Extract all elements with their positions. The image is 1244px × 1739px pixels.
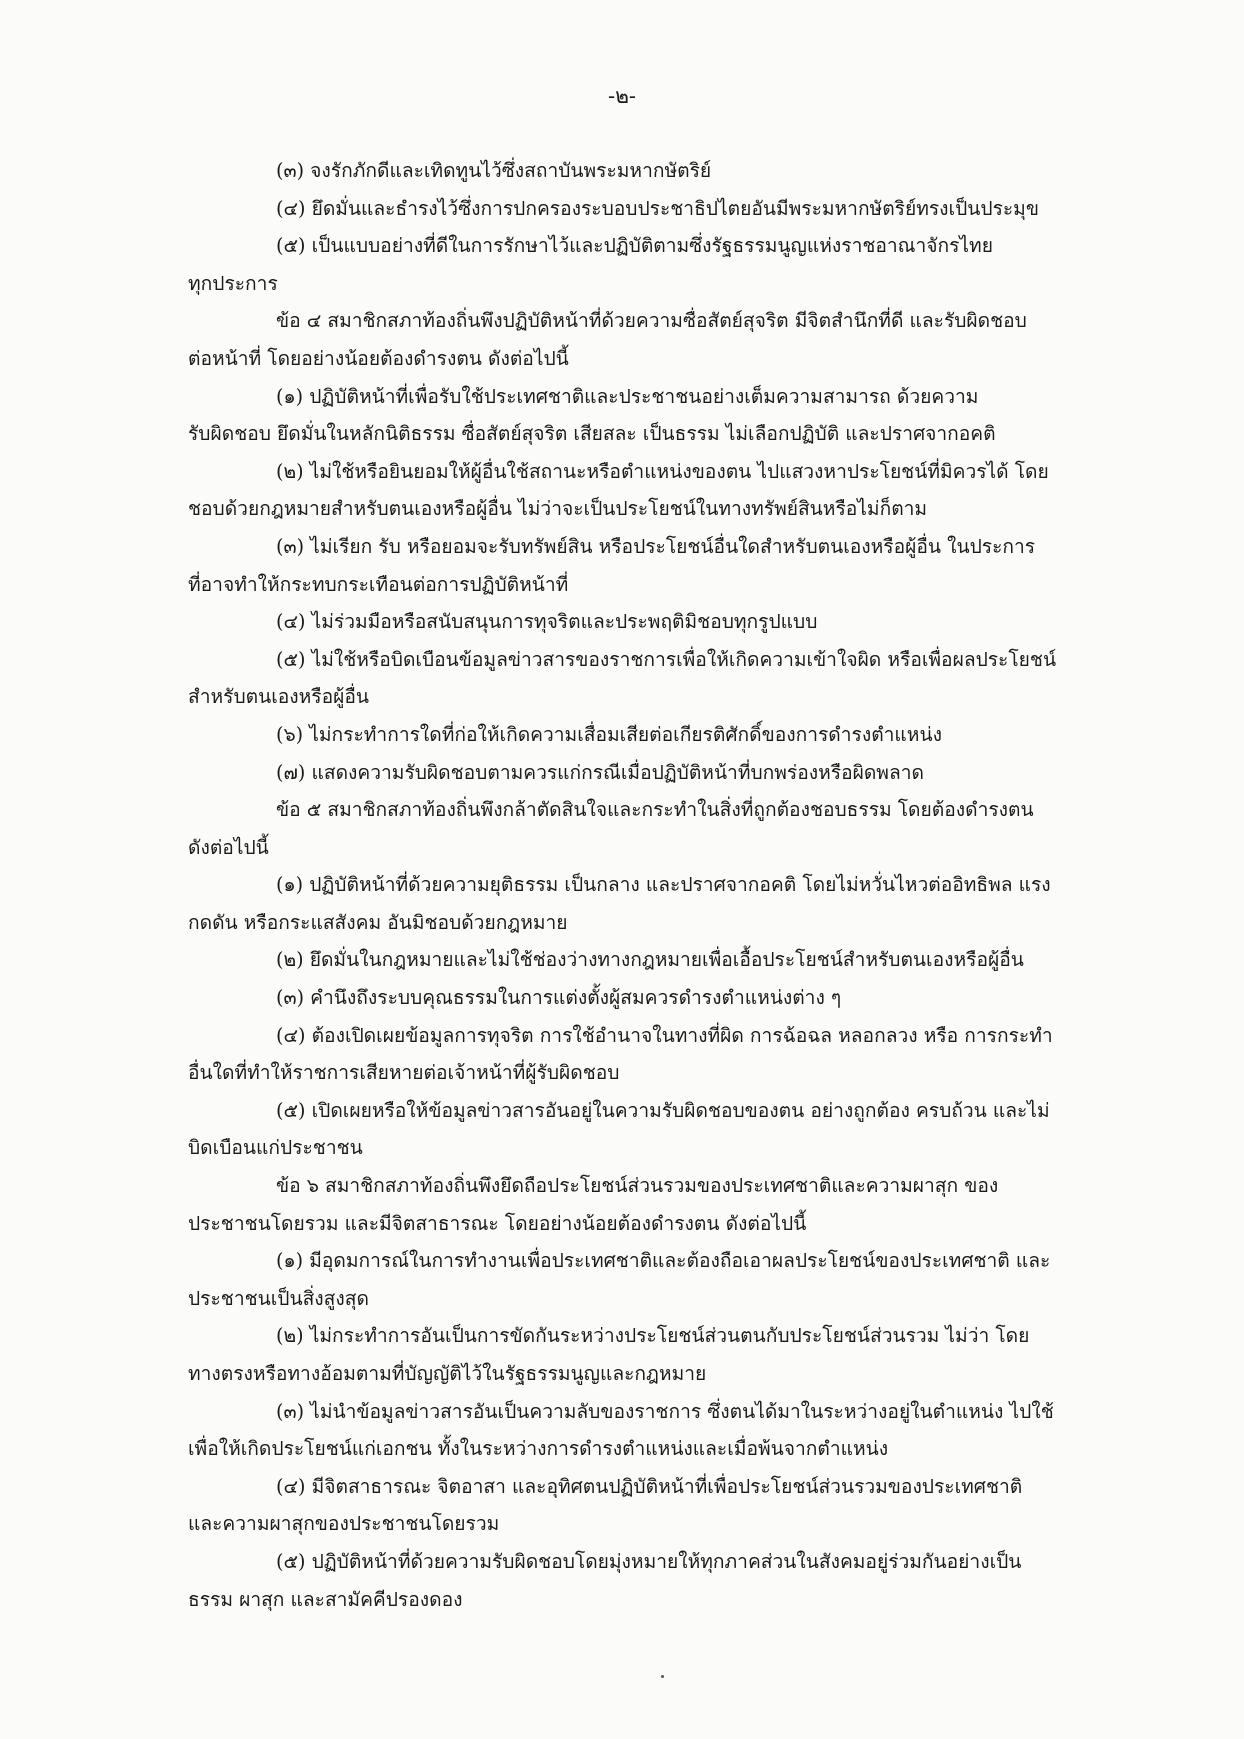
- paragraph-line: ต่อหน้าที่ โดยอย่างน้อยต้องดำรงตน ดังต่อไปนี้: [188, 346, 569, 370]
- paragraph: [188, 453, 1108, 528]
- paragraph-line: ที่อาจทำให้กระทบกระเทือนต่อการปฏิบัติหน้าที่: [188, 572, 569, 596]
- paragraph-line: ธรรม ผาสุก และสามัคคีปรองดอง: [188, 1587, 463, 1611]
- paragraph-line: เพื่อให้เกิดประโยชน์แก่เอกชน ทั้งในระหว่างการดำรงตำแหน่งและเมื่อพ้นจากตำแหน่ง: [188, 1437, 889, 1461]
- paragraph: [188, 152, 1108, 190]
- paragraph-line: (๒) ไม่ใช้หรือยินยอมให้ผู้อื่นใช้สถานะหรือตำแหน่งของตน ไปแสวงหาประโยชน์ที่มิควรได้ โดย: [276, 459, 1049, 483]
- paragraph: [188, 1393, 1108, 1468]
- paragraph: [188, 1468, 1108, 1543]
- paragraph-line: (๕) เป็นแบบอย่างที่ดีในการรักษาไว้และปฏิบัติตามซึ่งรัฐธรรมนูญแห่งราชอาณาจักรไทย: [276, 234, 993, 258]
- paragraph-line: ข้อ ๕ สมาชิกสภาท้องถิ่นพึงกล้าตัดสินใจและกระทำในสิ่งที่ถูกต้องชอบธรรม โดยต้องดำรงตน: [276, 798, 1034, 822]
- paragraph-line: (๒) ยึดมั่นในกฎหมายและไม่ใช้ช่องว่างทางกฎหมายเพื่อเอื้อประโยชน์สำหรับตนเองหรือผู้อื่น: [276, 948, 1024, 972]
- page-number: -๒-: [607, 84, 637, 108]
- paragraph: [188, 1543, 1108, 1618]
- paragraph-line: รับผิดชอบ ยึดมั่นในหลักนิติธรรม ซื่อสัตย์สุจริต เสียสละ เป็นธรรม ไม่เลือกปฏิบัติ และปราศจากอคติ: [188, 422, 996, 446]
- paragraph-line: (๔) มีจิตสาธารณะ จิตอาสา และอุทิศตนปฏิบัติหน้าที่เพื่อประโยชน์ส่วนรวมของประเทศชาติ: [276, 1474, 1023, 1498]
- paragraph-line: ทุกประการ: [188, 271, 278, 295]
- paragraph-line: ทางตรงหรือทางอ้อมตามที่บัญญัติไว้ในรัฐธรรมนูญและกฎหมาย: [188, 1362, 707, 1385]
- paragraph: [188, 1092, 1108, 1167]
- paragraph-line: สำหรับตนเองหรือผู้อื่น: [188, 685, 370, 709]
- paragraph-line: ข้อ ๔ สมาชิกสภาท้องถิ่นพึงปฏิบัติหน้าที่ด้วยความซื่อสัตย์สุจริต มีจิตสำนึกที่ดี และรับผิดชอบ: [276, 309, 1027, 333]
- paragraph: [188, 190, 1108, 228]
- paragraph: [188, 1017, 1108, 1092]
- paragraph-line: (๑) ปฏิบัติหน้าที่ด้วยความยุติธรรม เป็นกลาง และปราศจากอคติ โดยไม่หวั่นไหวต่ออิทธิพล แรง: [276, 873, 1051, 897]
- paragraph-line: ชอบด้วยกฎหมายสำหรับตนเองหรือผู้อื่น ไม่ว่าจะเป็นประโยชน์ในทางทรัพย์สินหรือไม่ก็ตาม: [188, 497, 928, 521]
- paragraph: [188, 1317, 1108, 1392]
- paragraph-line: (๔) ยึดมั่นและธำรงไว้ซึ่งการปกครองระบอบประชาธิปไตยอันมีพระมหากษัตริย์ทรงเป็นประมุข: [276, 196, 1039, 220]
- paragraph-line: (๓) ไม่เรียก รับ หรือยอมจะรับทรัพย์สิน หรือประโยชน์อื่นใดสำหรับตนเองหรือผู้อื่น ในประการ: [276, 534, 1036, 558]
- paragraph: [188, 528, 1108, 603]
- paragraph: [188, 603, 1108, 641]
- paragraph-line: (๑) ปฏิบัติหน้าที่เพื่อรับใช้ประเทศชาติและประชาชนอย่างเต็มความสามารถ ด้วยความ: [276, 384, 979, 408]
- paragraph-line: บิดเบือนแก่ประชาชน: [188, 1136, 363, 1160]
- paragraph: [188, 302, 1108, 377]
- paragraph-line: ประชาชนโดยรวม และมีจิตสาธารณะ โดยอย่างน้อยต้องดำรงตน ดังต่อไปนี้: [188, 1211, 807, 1235]
- paragraph-line: อื่นใดที่ทำให้ราชการเสียหายต่อเจ้าหน้าที่ผู้รับผิดชอบ: [188, 1061, 620, 1085]
- paragraph: [188, 754, 1108, 792]
- scan-speck: [661, 1675, 664, 1678]
- paragraph-line: กดดัน หรือกระแสสังคม อันมิชอบด้วยกฎหมาย: [188, 910, 568, 934]
- paragraph-line: (๔) ไม่ร่วมมือหรือสนับสนุนการทุจริตและประพฤติมิชอบทุกรูปแบบ: [276, 610, 818, 634]
- paragraph: [188, 866, 1108, 941]
- paragraph-line: (๕) เปิดเผยหรือให้ข้อมูลข่าวสารอันอยู่ในความรับผิดชอบของตน อย่างถูกต้อง ครบถ้วน และไม่: [276, 1098, 1050, 1122]
- paragraph-line: ข้อ ๖ สมาชิกสภาท้องถิ่นพึงยึดถือประโยชน์ส่วนรวมของประเทศชาติและความผาสุก ของ: [276, 1174, 999, 1198]
- paragraph-line: (๕) ไม่ใช้หรือบิดเบือนข้อมูลข่าวสารของราชการเพื่อให้เกิดความเข้าใจผิด หรือเพื่อผลประโยชน์: [276, 647, 1057, 671]
- paragraph: [188, 1242, 1108, 1317]
- paragraph: [188, 378, 1108, 453]
- paragraph: [188, 716, 1108, 754]
- paragraph-line: และความผาสุกของประชาชนโดยรวม: [188, 1512, 500, 1536]
- paragraph-line: (๓) จงรักภักดีและเทิดทูนไว้ซึ่งสถาบันพระมหากษัตริย์: [276, 159, 712, 182]
- paragraph-line: (๓) ไม่นำข้อมูลข่าวสารอันเป็นความลับของราชการ ซึ่งตนได้มาในระหว่างอยู่ในตำแหน่ง ไปใช้: [276, 1399, 1054, 1423]
- paragraph-line: (๕) ปฏิบัติหน้าที่ด้วยความรับผิดชอบโดยมุ่งหมายให้ทุกภาคส่วนในสังคมอยู่ร่วมกันอย่างเป็น: [276, 1549, 1022, 1573]
- paragraph: [188, 227, 1108, 302]
- paragraph-line: (๓) คำนึงถึงระบบคุณธรรมในการแต่งตั้งผู้สมควรดำรงตำแหน่งต่าง ๆ: [276, 986, 842, 1010]
- paragraph-line: (๖) ไม่กระทำการใดที่ก่อให้เกิดความเสื่อมเสียต่อเกียรติศักดิ์ของการดำรงตำแหน่ง: [276, 722, 942, 746]
- paragraph: [188, 791, 1108, 866]
- paragraph-line: (๒) ไม่กระทำการอันเป็นการขัดกันระหว่างประโยชน์ส่วนตนกับประโยชน์ส่วนรวม ไม่ว่า โดย: [276, 1324, 1030, 1348]
- paragraph: [188, 941, 1108, 979]
- paragraph: [188, 641, 1108, 716]
- paragraph: [188, 1167, 1108, 1242]
- paragraph-line: (๑) มีอุดมการณ์ในการทำงานเพื่อประเทศชาติและต้องถือเอาผลประโยชน์ของประเทศชาติ และ: [276, 1249, 1051, 1273]
- paragraph-line: ประชาชนเป็นสิ่งสูงสุด: [188, 1286, 369, 1310]
- paragraph-line: ดังต่อไปนี้: [188, 835, 269, 859]
- paragraph-line: (๔) ต้องเปิดเผยข้อมูลการทุจริต การใช้อำนาจในทางที่ผิด การฉ้อฉล หลอกลวง หรือ การกระทำ: [276, 1023, 1053, 1047]
- paragraph-line: (๗) แสดงความรับผิดชอบตามควรแก่กรณีเมื่อปฏิบัติหน้าที่บกพร่องหรือผิดพลาด: [276, 760, 924, 784]
- document-body: [188, 152, 1108, 1618]
- paragraph: [188, 979, 1108, 1017]
